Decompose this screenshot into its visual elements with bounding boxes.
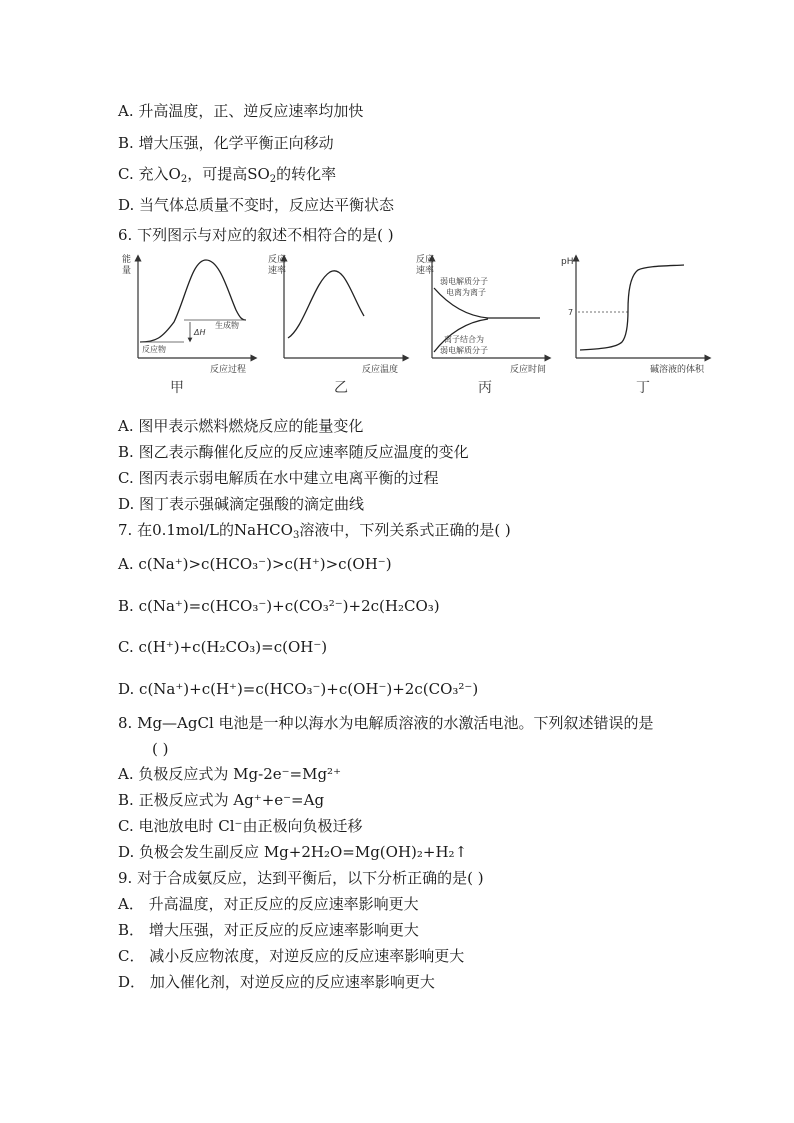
option-letter: A. <box>118 417 134 435</box>
graph-yi <box>268 253 406 396</box>
option-letter: A. <box>118 102 134 120</box>
q6-graphs-svg <box>118 252 718 400</box>
upper-label: 电离为离子 <box>446 288 486 297</box>
y-label: pH <box>561 257 574 267</box>
graph-bing <box>416 253 548 396</box>
reactant-label: 反应物 <box>142 345 166 354</box>
titration-curve <box>580 265 684 350</box>
q8-answer-paren: ( ) <box>152 740 169 758</box>
q8-stem: 8. Mg—AgCl 电池是一种以海水为电解质溶液的水激活电池。下列叙述错误的是 <box>118 714 654 732</box>
option-letter: B. <box>118 443 134 461</box>
dh-label: ΔH <box>194 328 206 337</box>
option-text: 减小反应物浓度，对逆反应的反应速率影响更大 <box>149 947 465 965</box>
y-label: 反应 <box>268 255 287 265</box>
option-letter: D. <box>118 843 135 861</box>
q5-option-b <box>118 133 334 153</box>
ph7-label: 7 <box>568 308 574 317</box>
option-text: 负极反应式为 Mg-2e⁻=Mg²⁺ <box>138 765 341 783</box>
q6-option-b <box>118 442 469 462</box>
option-letter: C. <box>118 638 134 656</box>
q6-option-d <box>118 494 364 514</box>
q7-stem-post: 溶液中，下列关系式正确的是( ) <box>299 521 511 539</box>
option-text: 负极会发生副反应 Mg+2H₂O=Mg(OH)₂+H₂↑ <box>139 843 468 861</box>
q9-option-c <box>118 946 464 966</box>
subscript: 3 <box>292 530 300 541</box>
q7-option-d <box>118 679 478 699</box>
graph-jia <box>122 253 254 396</box>
option-text: 当气体总质量不变时，反应达平衡状态 <box>139 196 395 214</box>
option-formula: c(Na⁺)+c(H⁺)=c(HCO₃⁻)+c(OH⁻)+2c(CO₃²⁻) <box>139 680 479 698</box>
q6-graphs <box>118 252 718 400</box>
option-letter: C. <box>118 469 134 487</box>
option-letter: C. <box>118 817 134 835</box>
option-formula: c(Na⁺)>c(HCO₃⁻)>c(H⁺)>c(OH⁻) <box>138 555 392 573</box>
option-letter: D. <box>118 495 135 513</box>
lower-label: 弱电解质分子 <box>440 346 488 355</box>
option-text: 图丁表示强碱滴定强酸的滴定曲线 <box>139 495 365 513</box>
upper-label: 弱电解质分子 <box>440 277 488 286</box>
caption-jia: 甲 <box>170 380 184 396</box>
caption-ding: 丁 <box>636 380 650 396</box>
q8-option-a <box>118 764 341 784</box>
q9-option-b <box>118 920 419 940</box>
x-label: 反应温度 <box>362 365 399 375</box>
option-formula: c(H⁺)+c(H₂CO₃)=c(OH⁻) <box>138 638 328 656</box>
q7-option-b <box>118 596 440 616</box>
option-text: 加入催化剂，对逆反应的反应速率影响更大 <box>149 973 435 991</box>
graph-ding <box>561 257 708 396</box>
q6-option-a <box>118 416 363 436</box>
y-label: 能 <box>122 255 132 265</box>
rate-curve <box>288 271 364 338</box>
option-letter: B. <box>118 597 134 615</box>
q9-stem: 9. 对于合成氨反应，达到平衡后，以下分析正确的是( ) <box>118 869 484 887</box>
option-text: 电池放电时 Cl⁻由正极向负极迁移 <box>138 817 363 835</box>
subscript: 2 <box>180 174 188 185</box>
caption-bing: 丙 <box>478 380 492 396</box>
option-text: 增大压强，对正反应的反应速率影响更大 <box>148 921 419 939</box>
option-text: 图甲表示燃料燃烧反应的能量变化 <box>138 417 364 435</box>
option-text-mid: ，可提高SO <box>187 165 270 183</box>
y-label: 速率 <box>268 266 287 276</box>
q5-option-a <box>118 101 363 121</box>
q7-stem <box>118 520 511 546</box>
option-text: 升高温度，正、逆反应速率均加快 <box>138 102 364 120</box>
q8-option-c <box>118 816 362 836</box>
y-label: 反应 <box>416 255 435 265</box>
option-letter: D． <box>118 973 146 991</box>
x-label: 反应时间 <box>510 365 547 375</box>
option-text-pre: 充入O <box>138 165 181 183</box>
q6-option-c <box>118 468 439 488</box>
q8-option-b <box>118 790 324 810</box>
option-letter: A. <box>118 765 134 783</box>
option-text: 升高温度，对正反应的反应速率影响更大 <box>148 895 419 913</box>
option-letter: B． <box>118 921 145 939</box>
option-text: 图乙表示酶催化反应的反应速率随反应温度的变化 <box>138 443 469 461</box>
q6-stem: 6. 下列图示与对应的叙述不相符合的是( ) <box>118 226 394 244</box>
q7-option-a <box>118 554 392 574</box>
q5-option-c <box>118 164 336 190</box>
x-label: 碱溶液的体积 <box>650 365 705 375</box>
option-letter: D. <box>118 680 135 698</box>
q7-stem-pre: 7. 在0.1mol/L的NaHCO <box>118 521 293 539</box>
option-letter: B. <box>118 791 134 809</box>
option-text-post: 的转化率 <box>276 165 337 183</box>
product-label: 生成物 <box>215 321 239 330</box>
option-letter: B. <box>118 134 134 152</box>
y-label: 量 <box>122 266 132 276</box>
option-letter: C. <box>118 165 134 183</box>
option-text: 正极反应式为 Ag⁺+e⁻=Ag <box>138 791 325 809</box>
option-letter: A． <box>118 895 144 913</box>
x-label: 反应过程 <box>210 365 247 375</box>
lower-label: 离子结合为 <box>444 335 484 344</box>
subscript: 2 <box>269 174 277 185</box>
q7-option-c <box>118 637 327 657</box>
q9-option-a <box>118 894 419 914</box>
option-formula: c(Na⁺)=c(HCO₃⁻)+c(CO₃²⁻)+2c(H₂CO₃) <box>138 597 440 615</box>
option-text: 图丙表示弱电解质在水中建立电离平衡的过程 <box>138 469 439 487</box>
q9-option-d <box>118 972 435 992</box>
y-label: 速率 <box>416 266 435 276</box>
q5-option-d <box>118 195 394 215</box>
q8-option-d <box>118 842 467 862</box>
caption-yi: 乙 <box>334 380 348 396</box>
option-text: 增大压强，化学平衡正向移动 <box>138 134 334 152</box>
option-letter: C． <box>118 947 145 965</box>
option-letter: D. <box>118 196 135 214</box>
option-letter: A. <box>118 555 134 573</box>
